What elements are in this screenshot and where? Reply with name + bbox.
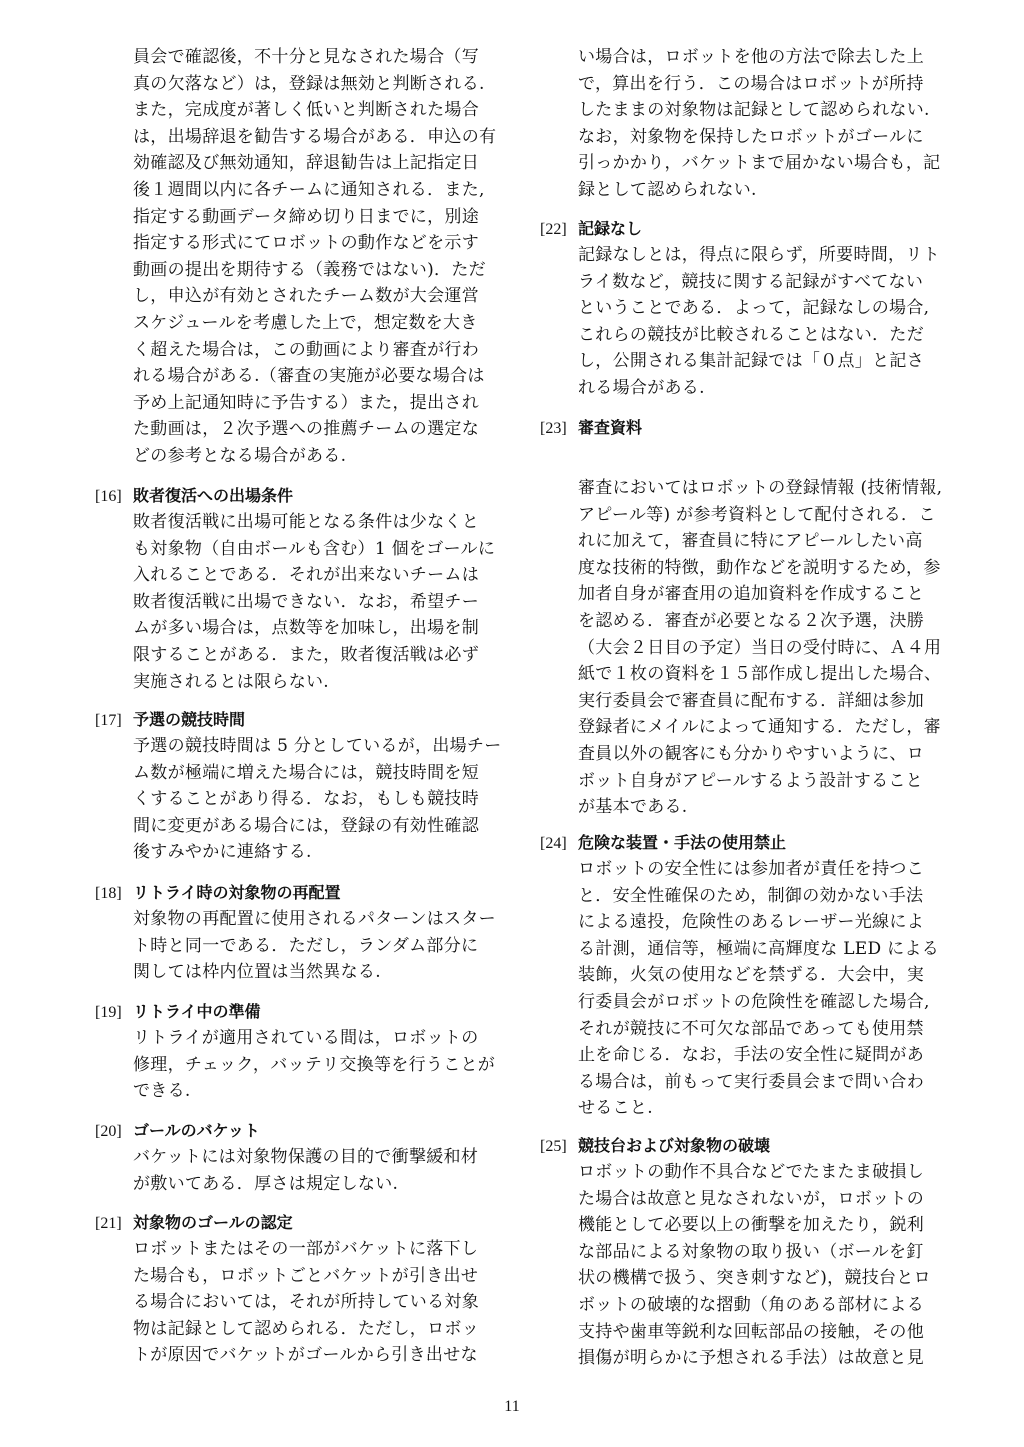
section-body xyxy=(133,906,496,986)
text-line: したままの対象物は記録として認められない. xyxy=(578,100,930,121)
text-line: ロボットの安全性には参加者が責任を持つこ xyxy=(578,859,924,879)
text-line: た動画は，２次予選への推薦チームの選定な xyxy=(133,419,479,440)
text-line: 状の機構で扱う、突き刺すなど)，競技台とロ xyxy=(578,1268,931,1289)
text-line: どの参考となる場合がある. xyxy=(133,445,347,466)
text-line: トが原因でバケットがゴールから引き出せな xyxy=(133,1345,478,1366)
text-line: 録として認められない. xyxy=(578,179,757,200)
text-line: 機能として必要以上の衝撃を加えたり，鋭利 xyxy=(578,1215,924,1236)
text-line: れに加えて，審査員に特にアピールしたい高 xyxy=(578,531,923,552)
text-line: な部品による対象物の取り扱い（ボールを釘 xyxy=(578,1241,924,1262)
text-line: る計測，通信等，極端に高輝度な LED による xyxy=(578,938,940,959)
text-line: も対象物（自由ボールも含む）1 個をゴールに xyxy=(133,538,496,559)
section-body xyxy=(578,475,942,821)
section-number: [17] xyxy=(95,712,122,729)
text-line: 敗者復活戦に出場できない．なお，希望チー xyxy=(133,591,479,612)
text-line: なお，対象物を保持したロボットがゴールに xyxy=(578,126,924,147)
section-body xyxy=(133,1025,495,1105)
text-line: 記録なしとは，得点に限らず，所要時間，リト xyxy=(578,245,940,265)
text-line: 物は記録として認められる．ただし，ロボッ xyxy=(133,1318,479,1339)
section-heading xyxy=(95,707,245,733)
text-line: 後１週間以内に各チームに通知される．また, xyxy=(133,179,485,200)
text-line: これらの競技が比較されることはない．ただ xyxy=(578,324,924,345)
section-body xyxy=(578,242,940,402)
text-line: で，算出を行う．この場合はロボットが所持 xyxy=(578,73,924,94)
text-line: できる. xyxy=(133,1081,191,1102)
text-line: く超えた場合は，この動画により審査が行わ xyxy=(133,339,479,360)
section-title: 危険な装置・手法の使用禁止 xyxy=(578,833,787,852)
section-number: [16] xyxy=(95,488,122,505)
text-line: 予選の競技時間は 5 分としているが，出場チー xyxy=(133,736,502,756)
text-line: い場合は，ロボットを他の方法で除去した上 xyxy=(578,47,924,67)
section-title: 審査資料 xyxy=(578,418,643,437)
text-line: 行委員会がロボットの危険性を確認した場合, xyxy=(578,991,930,1012)
text-line: バケットには対象物保護の目的で衝撃緩和材 xyxy=(133,1147,479,1167)
text-line: それが競技に不可欠な部品であっても使用禁 xyxy=(578,1018,924,1039)
text-line: れる場合がある.（審査の実施が必要な場合は xyxy=(133,366,485,387)
section-heading xyxy=(95,483,293,509)
text-line: を認める．審査が必要となる２次予選，決勝 xyxy=(578,610,924,631)
section-title: 対象物のゴールの認定 xyxy=(133,1213,293,1232)
right-intro-paragraph xyxy=(578,44,940,204)
text-line: 支持や歯車等鋭利な回転部品の接触，その他 xyxy=(578,1321,924,1342)
text-line: 紙で１枚の資料を１５部作成し提出した場合、 xyxy=(578,664,942,685)
section-heading xyxy=(540,830,786,856)
section-body xyxy=(133,1144,478,1197)
page-number: 11 xyxy=(504,1398,520,1415)
section-heading xyxy=(540,1133,770,1159)
text-line: し，申込が有効とされたチーム数が大会運営 xyxy=(133,286,479,307)
section-title: 敗者復活への出場条件 xyxy=(133,486,294,505)
text-line: 実行委員会で審査員に配布する．詳細は参加 xyxy=(578,690,924,711)
text-line: 関しては枠内位置は当然異なる. xyxy=(133,962,381,983)
text-line: し，公開される集計記録では「０点」と記さ xyxy=(578,351,924,372)
section-number: [18] xyxy=(95,885,122,902)
section-heading xyxy=(540,216,642,242)
text-line: が基本である. xyxy=(578,797,688,818)
section-title: リトライ時の対象物の再配置 xyxy=(133,883,341,902)
section-title: リトライ中の準備 xyxy=(133,1002,261,1021)
section-heading xyxy=(540,415,642,441)
text-line: 指定する形式にてロボットの動作などを示す xyxy=(133,233,479,254)
text-line: リトライが適用されている間は，ロボットの xyxy=(133,1028,479,1048)
text-line: ト時と同一である．ただし，ランダム部分に xyxy=(133,935,479,956)
text-line: ムが多い場合は，点数等を加味し，出場を制 xyxy=(133,618,479,639)
text-line: 実施されるとは限らない. xyxy=(133,671,330,692)
text-line: ロボットの動作不具合などでたまたま破損し xyxy=(578,1162,924,1182)
text-line: 止を命じる．なお，手法の安全性に疑問があ xyxy=(578,1045,924,1066)
text-line: 損傷が明らかに予想される手法）は故意と見 xyxy=(578,1348,924,1369)
text-line: アピール等) が参考資料として配付される．こ xyxy=(578,504,936,525)
text-line: ということである．よって，記録なしの場合, xyxy=(578,298,930,319)
text-line: スケジュールを考慮した上で，想定数を大き xyxy=(133,312,478,333)
text-line: 限することがある．また，敗者復活戦は必ず xyxy=(133,644,479,665)
text-line: せること. xyxy=(578,1098,653,1119)
section-body xyxy=(578,856,939,1122)
text-line: 審査においてはロボットの登録情報 (技術情報, xyxy=(578,478,943,498)
section-title: 競技台および対象物の破壊 xyxy=(578,1136,771,1155)
text-line: 員会で確認後，不十分と見なされた場合（写 xyxy=(133,47,479,67)
text-line: 装飾，火気の使用などを禁ずる．大会中，実 xyxy=(578,965,924,986)
text-line: 加者自身が審査用の追加資料を作成すること xyxy=(578,584,924,605)
section-body xyxy=(578,1159,931,1372)
section-number: [24] xyxy=(540,835,567,852)
section-title: ゴールのバケット xyxy=(133,1121,260,1140)
text-line: 登録者にメイルによって通知する．ただし，審 xyxy=(578,717,941,738)
text-line: 後すみやかに連絡する. xyxy=(133,842,312,863)
text-line: 真の欠落など）は，登録は無効と判断される. xyxy=(133,73,485,94)
section-number: [21] xyxy=(95,1215,122,1232)
text-line: と．安全性確保のため，制御の効かない手法 xyxy=(578,885,924,906)
text-line: 効確認及び無効通知，辞退勧告は上記指定日 xyxy=(133,153,479,174)
section-title: 予選の競技時間 xyxy=(133,710,246,729)
text-line: 引っかかり，バケットまで届かない場合も，記 xyxy=(578,153,941,174)
text-line: た場合も，ロボットごとバケットが引き出せ xyxy=(133,1265,479,1286)
text-line: による遠投，危険性のあるレーザー光線によ xyxy=(578,912,924,933)
text-line: る場合は，前もって実行委員会まで問い合わ xyxy=(578,1071,924,1092)
text-line: れる場合がある. xyxy=(578,377,705,398)
text-line: 査員以外の観客にも分かりやすいように、ロ xyxy=(578,743,924,764)
text-line: （大会２日目の予定）当日の受付時に、Ａ４用 xyxy=(578,637,942,658)
text-line: 間に変更がある場合には，登録の有効性確認 xyxy=(133,815,479,836)
section-heading xyxy=(95,999,261,1025)
section-number: [22] xyxy=(540,221,567,238)
section-number: [23] xyxy=(540,420,567,437)
text-line: 予め上記通知時に予告する）また，提出され xyxy=(133,392,479,413)
text-line: る場合においては，それが所持している対象 xyxy=(133,1292,479,1313)
section-heading xyxy=(95,1118,260,1144)
section-body xyxy=(133,733,502,866)
section-title: 記録なし xyxy=(578,219,643,238)
text-line: ボット自身がアピールするよう設計すること xyxy=(578,770,923,791)
section-heading xyxy=(95,1210,293,1236)
text-line: 指定する動画データ締め切り日までに，別途 xyxy=(133,206,479,227)
section-body xyxy=(133,509,495,695)
section-body xyxy=(133,1236,479,1369)
text-line: ボットの破壊的な摺動（角のある部材による xyxy=(578,1294,924,1315)
text-line: 敗者復活戦に出場可能となる条件は少なくと xyxy=(133,512,479,532)
text-line: くすることがあり得る．なお，もしも競技時 xyxy=(133,789,479,810)
text-line: ロボットまたはその一部がバケットに落下し xyxy=(133,1239,479,1259)
text-line: ライ数など，競技に関する記録がすべてない xyxy=(578,271,924,292)
text-line: 修理，チェック，バッテリ交換等を行うことが xyxy=(133,1054,496,1075)
section-number: [25] xyxy=(540,1138,567,1155)
section-heading xyxy=(95,880,341,906)
text-line: た場合は故意と見なされないが，ロボットの xyxy=(578,1188,924,1209)
text-line: 入れることである．それが出来ないチームは xyxy=(133,565,479,586)
section-number: [20] xyxy=(95,1123,122,1140)
text-line: 動画の提出を期待する（義務ではない)．ただ xyxy=(133,259,486,280)
text-line: 対象物の再配置に使用されるパターンはスター xyxy=(133,909,496,929)
text-line: また，完成度が著しく低いと判断された場合 xyxy=(133,100,479,121)
text-line: 度な技術的特徴，動作などを説明するため，参 xyxy=(578,557,941,578)
text-line: ム数が極端に増えた場合には，競技時間を短 xyxy=(133,762,479,783)
text-line: は，出場辞退を勧告する場合がある．申込の有 xyxy=(133,126,497,147)
left-intro-paragraph xyxy=(133,44,496,470)
text-line: が敷いてある．厚さは規定しない. xyxy=(133,1173,399,1194)
section-number: [19] xyxy=(95,1004,122,1021)
